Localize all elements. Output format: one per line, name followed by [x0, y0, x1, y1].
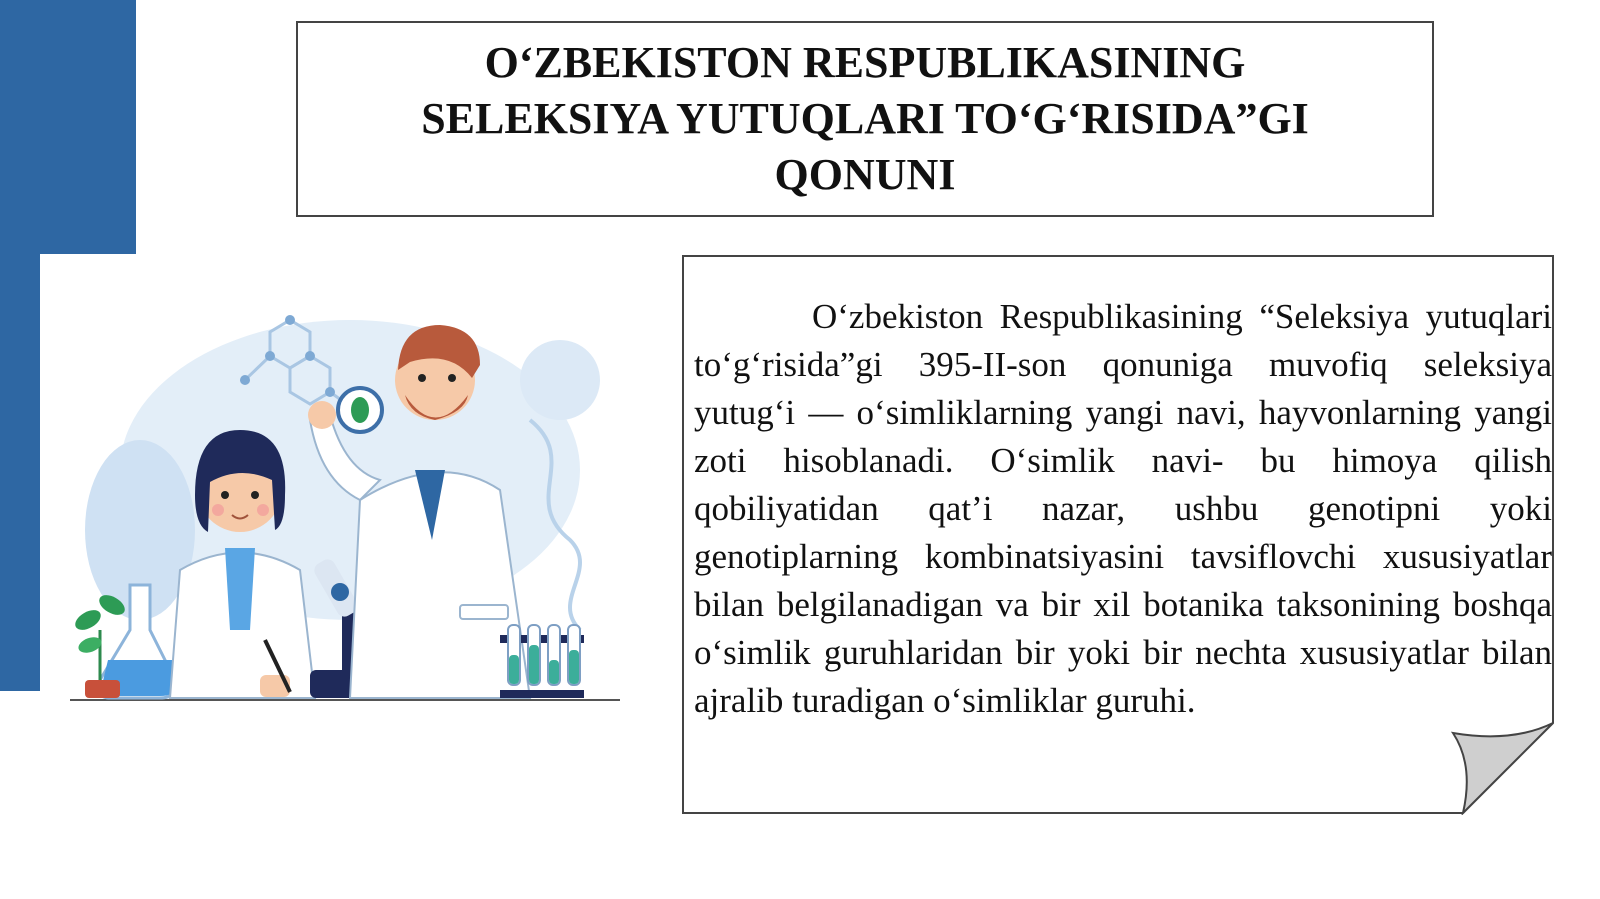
definition-text-box — [682, 255, 1565, 815]
accent-bar-side — [0, 254, 40, 691]
definition-paragraph: O‘zbekiston Respublikasining “Seleksiya yutuqlari to‘g‘risida”gi 395-II-son qonuniga muvofiq seleksiya yutug‘i — o‘simliklarning yangi navi, hayvonlarning yangi zoti hisoblanadi. O‘simlik navi- bu himoya qilish qobiliyatidan qat’i nazar, ushbu genotipni yoki genotiplarning kombinatsiyasini tavsiflovchi xususiyatlar bilan belgilanadigan va bir xil botanika taksonining boshqa o‘simlik guruhlaridan bir yoki bir nechta xususiyatlar bilan ajralib turadigan o‘simliklar guruhi. — [694, 297, 1552, 720]
page-curl-icon — [1453, 723, 1553, 813]
scientists-lab-illustration — [60, 300, 630, 720]
title-line-1: O‘ZBEKISTON RESPUBLIKASINING — [484, 38, 1246, 87]
title-line-3: QONUNI — [774, 150, 956, 199]
title-box — [296, 21, 1434, 217]
title-line-2: SELEKSIYA YUTUQLARI TO‘G‘RISIDA”GI — [421, 94, 1309, 143]
accent-bar-top — [0, 0, 136, 254]
